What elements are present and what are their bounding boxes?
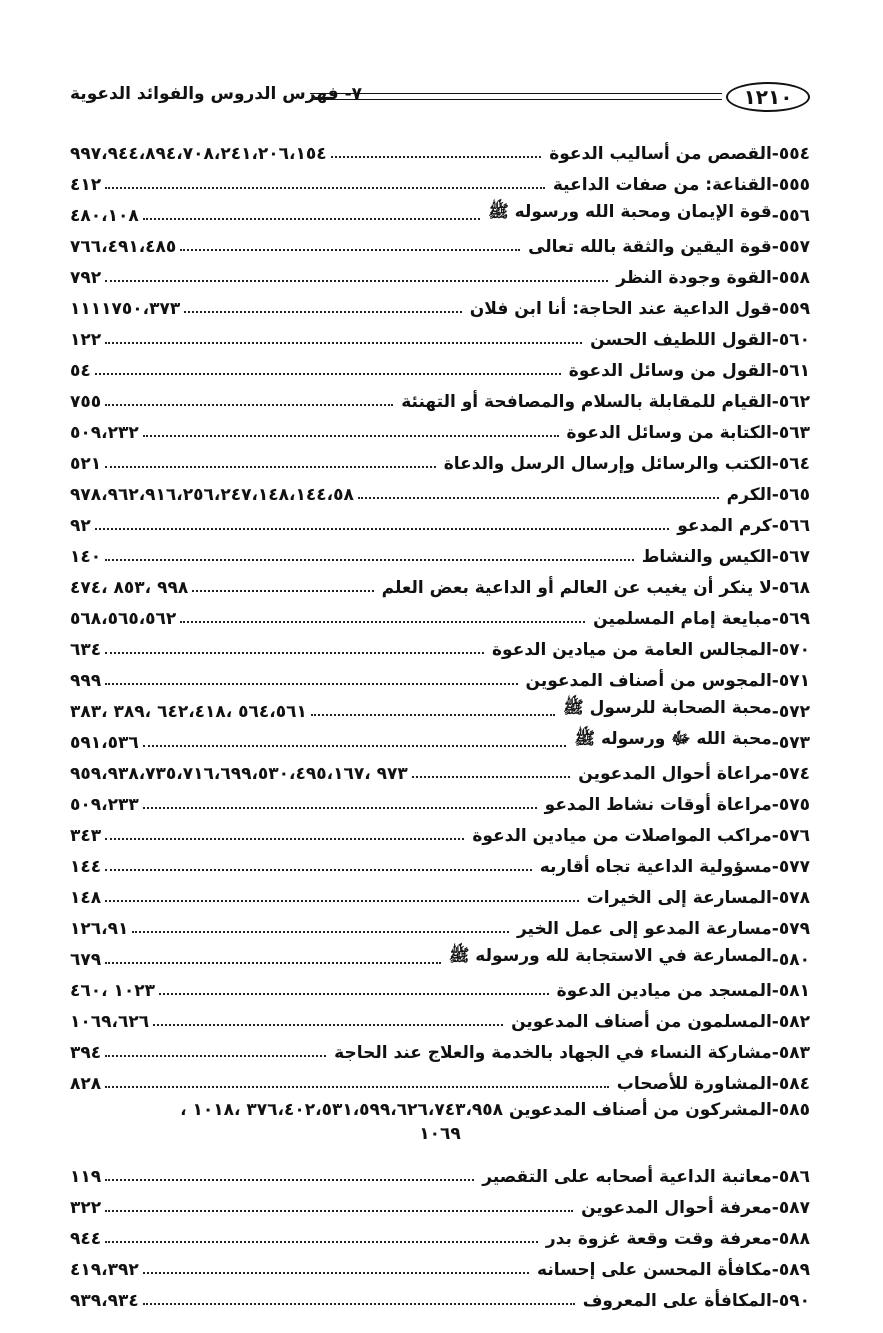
index-entry [70,908,810,939]
index-entry [70,1249,810,1280]
entry-pages: ٥٦٨،٥٦٥،٥٦٢ [70,609,177,629]
entry-title: الكتابة من وسائل الدعوة [566,423,772,443]
entry-pages: ٧٥٥ [70,392,102,412]
dot-leader [143,1303,575,1305]
entry-number: ٥٨٠- [771,950,810,970]
dot-leader [311,714,555,716]
dot-leader [184,311,462,313]
index-entry [70,226,810,257]
index-entry [70,877,810,908]
dot-leader [105,869,532,871]
entry-number: ٥٨٨- [771,1229,810,1249]
index-entry [70,195,810,226]
entry-number: ٥٧٠- [771,640,810,660]
entry-number: ٥٧٧- [771,857,810,877]
entry-title: قول الداعية عند الحاجة: أنا ابن فلان [469,299,772,319]
index-entry [70,412,810,443]
entry-number: ٥٦٩- [771,609,810,629]
entry-number: ٥٨٣- [771,1043,810,1063]
index-entry [70,629,810,660]
entry-pages: ١٤٨ [70,888,102,908]
entry-number: ٥٩٠- [771,1291,810,1311]
entry-title: القيام للمقابلة بالسلام والمصافحة أو التهنئة [401,392,772,412]
entry-number: ٥٨٧- [771,1198,810,1218]
entry-pages: ٩٧٣ ،٩٥٩،٩٣٨،٧٣٥،٧١٦،٦٩٩،٥٣٠،٤٩٥،١٦٧ [70,764,408,784]
dot-leader [105,1086,609,1088]
entry-pages: ٥٦٤،٥٦١ ،٦٤٢،٤١٨ ،٣٨٩ ،٣٨٣ [70,702,307,722]
dot-leader [105,900,579,902]
dot-leader [143,807,537,809]
entry-number: ٥٥٨- [771,268,810,288]
entry-title: قوة الإيمان ومحبة الله ورسوله ﷺ [488,202,772,222]
index-entry [70,350,810,381]
entry-pages: ٩٩٧،٩٤٤،٨٩٤،٧٠٨،٢٤١،٢٠٦،١٥٤ [70,144,327,164]
index-entry [70,722,810,753]
entry-number: ٥٧٨- [771,888,810,908]
entry-title: لا ينكر أن يغيب عن العالم أو الداعية بعض العلم [381,578,772,598]
entry-title: محبة الصحابة للرسول ﷺ [563,698,772,718]
entry-pages: ٥٠٩،٢٣٢ [70,423,139,443]
index-entry [70,815,810,846]
entry-title: معرفة وقت وقعة غزوة بدر [545,1229,772,1249]
dot-leader [105,187,545,189]
entry-title: المشاورة للأصحاب [616,1074,772,1094]
entry-pages: ٨٢٨ [70,1074,102,1094]
entry-pages: ٣٩٤ [70,1043,102,1063]
dot-leader [105,683,517,685]
dot-leader [105,559,634,561]
entry-title: القول من وسائل الدعوة [568,361,772,381]
dot-leader [105,404,393,406]
index-entry [70,598,810,629]
entry-pages: ٥٩١،٥٣٦ [70,733,139,753]
index-entry [70,660,810,691]
header-rule [310,93,722,100]
index-entry [70,567,810,598]
entry-number: ٥٦٣- [771,423,810,443]
index-page [70,78,810,1311]
entry-title: المسارعة إلى الخيرات [586,888,772,908]
entry-pages: ٩٣٩،٩٣٤ [70,1291,139,1311]
entry-pages: ١١٩ [70,1167,102,1187]
index-entry [70,1187,810,1218]
index-entry [70,1001,810,1032]
page-header [70,78,810,118]
dot-leader [143,218,480,220]
entry-pages: ٩٧٨،٩٦٢،٩١٦،٢٥٦،٢٤٧،١٤٨،١٤٤،٥٨ [70,485,354,505]
index-entry [70,753,810,784]
dot-leader [95,373,561,375]
entry-title: الكيس والنشاط [641,547,772,567]
dot-leader [105,1210,573,1212]
dot-leader [143,1272,529,1274]
index-entry [70,1063,810,1094]
entry-number: ٥٨٥- [771,1100,810,1120]
index-entry [70,1218,810,1249]
entry-number: ٥٦٦- [771,516,810,536]
entry-title: المسجد من ميادين الدعوة [556,981,772,1001]
dot-leader [143,435,559,437]
index-entry [70,474,810,505]
dot-leader [105,342,582,344]
entry-pages: ٤١٩،٣٩٢ [70,1260,139,1280]
index-entries [70,133,810,1311]
index-entry [70,505,810,536]
entry-number: ٥٦١- [771,361,810,381]
entry-title: القوة وجودة النظر [616,268,772,288]
entry-pages: ٦٧٩ [70,950,102,970]
entry-pages: ٩٩٨ ،٨٥٣ ،٤٧٤ [70,578,189,598]
index-entry [70,381,810,412]
entry-pages: ٣٤٣ [70,826,102,846]
entry-title: مبايعة إمام المسلمين [593,609,772,629]
entry-pages: ١٤٠ [70,547,102,567]
entry-pages: ٤٨٠،١٠٨ [70,206,139,226]
dot-leader [132,931,509,933]
entry-pages: ٧٦٦،٤٩١،٤٨٥ [70,237,177,257]
entry-number: ٥٥٤- [771,144,810,164]
dot-leader [159,993,549,995]
index-entry [70,784,810,815]
entry-title: المسارعة في الاستجابة لله ورسوله ﷺ [448,946,772,966]
entry-pages: ٣٢٢ [70,1198,102,1218]
dot-leader [95,528,669,530]
entry-number: ٥٦٨- [771,578,810,598]
entry-number: ٥٦٧- [771,547,810,567]
entry-number: ٥٧٥- [771,795,810,815]
dot-leader [105,466,436,468]
entry-pages: ٩٩٩ [70,671,102,691]
entry-title: مراعاة أحوال المدعوين [578,764,772,784]
entry-title: مراكب المواصلات من ميادين الدعوة [472,826,772,846]
dot-leader [412,776,571,778]
entry-title: المجوس من أصناف المدعوين [525,671,772,691]
entry-pages: ١١١١٧٥٠،٣٧٣ [70,299,181,319]
entry-number: ٥٧٢- [771,702,810,722]
entry-title: القصص من أساليب الدعوة [549,144,772,164]
entry-pages: ١٠٢٣ ،٤٦٠ [70,981,156,1001]
dot-leader [192,590,373,592]
entry-title: المجالس العامة من ميادين الدعوة [492,640,772,660]
entry-title: مسؤولية الداعية تجاه أقاربه [539,857,772,877]
entry-title: معرفة أحوال المدعوين [581,1198,772,1218]
entry-title: مسارعة المدعو إلى عمل الخير [516,919,772,939]
entry-number: ٥٨٦- [771,1167,810,1187]
page-number: ١٢١٠ [726,82,810,112]
index-entry [70,970,810,1001]
entry-title: المكافأة على المعروف [582,1291,772,1311]
index-entry [70,288,810,319]
entry-title: مراعاة أوقات نشاط المدعو [544,795,772,815]
entry-pages: ١٢٢ [70,330,102,350]
entry-title: الكرم [726,485,772,505]
index-entry [70,1280,810,1311]
dot-leader [105,838,464,840]
entry-title: الكتب والرسائل وإرسال الرسل والدعاة [443,454,772,474]
entry-pages: ٩٢ [70,516,91,536]
entry-title: مكافأة المحسن على إحسانه [537,1260,772,1280]
entry-number: ٥٦٤- [771,454,810,474]
entry-title: المشركون من أصناف المدعوين ٣٧٦،٤٠٢،٥٣١،٥٩٩،٦٢٦،٧٤٣،٩٥٨ ،١٠١٨ ، [180,1100,772,1120]
entry-pages: ١٤٤ [70,857,102,877]
entry-number: ٥٦٠- [771,330,810,350]
entry-pages: ١٠٦٩،٦٢٦ [70,1012,150,1032]
entry-title: محبة الله ﷻ ورسوله ﷺ [574,729,772,749]
dot-leader [105,652,484,654]
entry-number: ٥٥٧- [771,237,810,257]
entry-pages: ٧٩٢ [70,268,102,288]
entry-number: ٥٧١- [771,671,810,691]
entry-number: ٥٨٢- [771,1012,810,1032]
dot-leader [105,1179,474,1181]
entry-pages: ١٠٦٩ [419,1124,461,1144]
section-title: ٧- فهرس الدروس والفوائد الدعوية [70,84,363,104]
entry-title: معاتبة الداعية أصحابه على التقصير [482,1167,772,1187]
index-entry [70,1156,810,1187]
entry-number: ٥٦٥- [771,485,810,505]
dot-leader [180,621,585,623]
entry-number: ٥٥٩- [771,299,810,319]
entry-pages: ١٢٦،٩١ [70,919,129,939]
entry-pages: ٦٣٤ [70,640,102,660]
entry-pages: ٥٠٩،٢٣٣ [70,795,139,815]
dot-leader [105,280,608,282]
entry-title: القول اللطيف الحسن [590,330,772,350]
entry-number: ٥٦٢- [771,392,810,412]
dot-leader [105,1055,326,1057]
entry-title: كرم المدعو [677,516,772,536]
entry-number: ٥٧٤- [771,764,810,784]
dot-leader [180,249,520,251]
entry-number: ٥٧٦- [771,826,810,846]
dot-leader [153,1024,503,1026]
entry-title: قوة اليقين والثقة بالله تعالى [528,237,772,257]
entry-number: ٥٨٩- [771,1260,810,1280]
index-entry [70,691,810,722]
entry-pages: ٩٤٤ [70,1229,102,1249]
index-entry [70,536,810,567]
index-entry [70,1032,810,1063]
index-entry [70,1094,810,1156]
entry-title: المسلمون من أصناف المدعوين [511,1012,772,1032]
dot-leader [358,497,719,499]
index-entry [70,939,810,970]
dot-leader [143,745,567,747]
entry-number: ٥٥٦- [771,206,810,226]
entry-title: القناعة: من صفات الداعية [552,175,772,195]
index-entry [70,846,810,877]
index-entry [70,133,810,164]
entry-pages: ٤١٢ [70,175,102,195]
dot-leader [105,1241,538,1243]
entry-number: ٥٨١- [771,981,810,1001]
index-entry [70,257,810,288]
entry-pages: ٥٤ [70,361,91,381]
index-entry [70,443,810,474]
index-entry [70,164,810,195]
entry-number: ٥٧٩- [771,919,810,939]
entry-title: مشاركة النساء في الجهاد بالخدمة والعلاج عند الحاجة [334,1043,772,1063]
dot-leader [331,156,542,158]
dot-leader [105,962,441,964]
entry-number: ٥٧٣- [771,733,810,753]
index-entry [70,319,810,350]
entry-pages: ٥٢١ [70,454,102,474]
entry-number: ٥٨٤- [771,1074,810,1094]
entry-number: ٥٥٥- [771,175,810,195]
